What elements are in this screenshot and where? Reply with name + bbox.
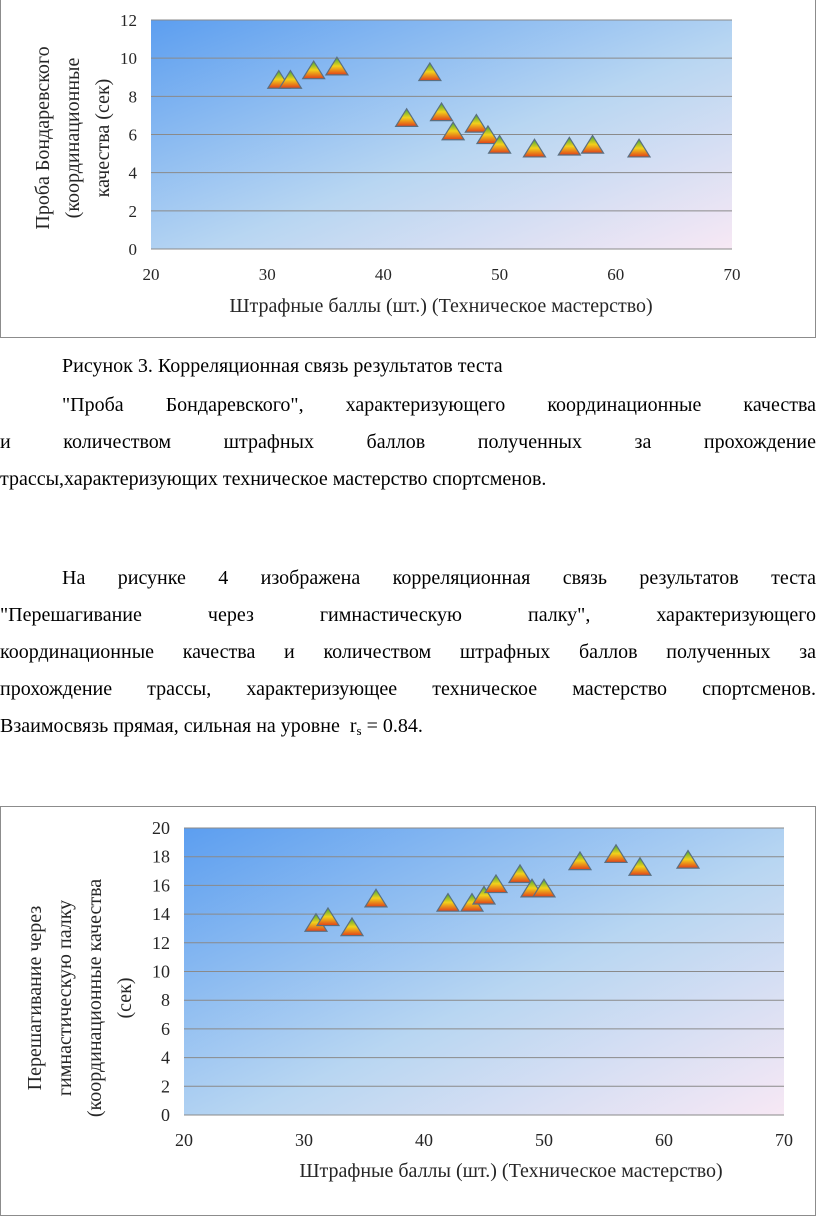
y-axis-label-line: гимнастическую палку <box>54 899 76 1097</box>
x-axis-label: Штрафные баллы (шт.) (Техническое мастерство) <box>229 295 653 317</box>
r-value: = 0.84. <box>366 715 423 737</box>
y-tick-label: 10 <box>120 49 137 69</box>
y-axis-label-line: (координационные <box>62 57 84 219</box>
y-tick-label: 18 <box>152 846 170 867</box>
y-axis-label-line: (сек) <box>114 977 136 1019</box>
chart-figure-3 <box>0 0 816 338</box>
paragraph-line: координационные качества и количеством штрафных баллов полученных за <box>0 641 816 663</box>
scatter-chart-bondarevsky <box>1 0 816 338</box>
x-tick-label: 20 <box>142 265 160 284</box>
figure-3-caption-title <box>62 348 802 385</box>
y-tick-label: 12 <box>120 11 137 30</box>
figure-4-description <box>0 560 816 745</box>
y-tick-label: 4 <box>128 163 137 183</box>
x-tick-label: 60 <box>655 1130 673 1150</box>
x-tick-label: 40 <box>374 265 392 284</box>
x-tick-label: 70 <box>723 265 741 284</box>
scatter-chart-stepping <box>1 807 816 1217</box>
caption-line: Рисунок 3. Корреляционная связь результатов теста <box>62 355 503 377</box>
paragraph-line: прохождение трассы, характеризующее техническое мастерство спортсменов. <box>0 678 816 700</box>
y-tick-label: 0 <box>161 1105 170 1125</box>
y-tick-label: 4 <box>161 1047 170 1068</box>
y-tick-label: 0 <box>128 240 137 259</box>
correlation-text: Взаимосвязь прямая, сильная на уровне <box>0 715 340 737</box>
chart-figure-4 <box>0 806 816 1216</box>
y-tick-label: 12 <box>152 932 170 953</box>
caption-line: "Проба Бондаревского", характеризующего координационные качества <box>62 394 816 416</box>
x-tick-label: 70 <box>775 1130 793 1150</box>
paragraph-line: "Перешагивание через гимнастическую палку", характеризующего <box>0 604 816 626</box>
r-symbol: r <box>349 715 357 737</box>
x-axis-label: Штрафные баллы (шт.) (Техническое мастерство) <box>299 1160 723 1182</box>
paragraph-line-correlation <box>0 708 816 745</box>
r-subscript: s <box>356 723 362 738</box>
y-tick-label: 10 <box>152 961 170 982</box>
paragraph-line: На рисунке 4 изображена корреляционная связь результатов теста <box>62 567 816 589</box>
y-axis-label-line: Перешагивание через <box>24 905 46 1091</box>
y-tick-label: 20 <box>152 818 170 838</box>
x-tick-label: 20 <box>175 1130 193 1150</box>
y-tick-label: 2 <box>161 1076 170 1097</box>
y-tick-label: 6 <box>128 125 137 145</box>
figure-3-caption-body <box>0 387 816 498</box>
y-tick-label: 8 <box>161 990 170 1011</box>
x-tick-label: 60 <box>607 265 625 284</box>
y-tick-label: 6 <box>161 1018 170 1039</box>
caption-line: и количеством штрафных баллов полученных за прохождение <box>0 431 816 453</box>
y-axis-label <box>32 46 114 229</box>
caption-line: трассы,характеризующих техническое мастерство спортсменов. <box>0 468 547 490</box>
y-axis-label <box>24 879 136 1117</box>
x-tick-label: 30 <box>295 1130 313 1150</box>
y-tick-label: 16 <box>152 875 170 896</box>
y-axis-label-line: (координационные качества <box>84 878 106 1118</box>
y-axis-label-line: Проба Бондаревского <box>32 46 54 230</box>
x-tick-label: 50 <box>491 265 509 284</box>
x-tick-label: 50 <box>535 1130 553 1150</box>
y-tick-label: 2 <box>128 201 137 221</box>
x-tick-label: 40 <box>415 1130 433 1150</box>
y-tick-label: 8 <box>128 87 137 107</box>
x-tick-label: 30 <box>258 265 276 284</box>
y-axis-label-line: качества (сек) <box>92 78 114 198</box>
y-tick-label: 14 <box>152 904 170 925</box>
